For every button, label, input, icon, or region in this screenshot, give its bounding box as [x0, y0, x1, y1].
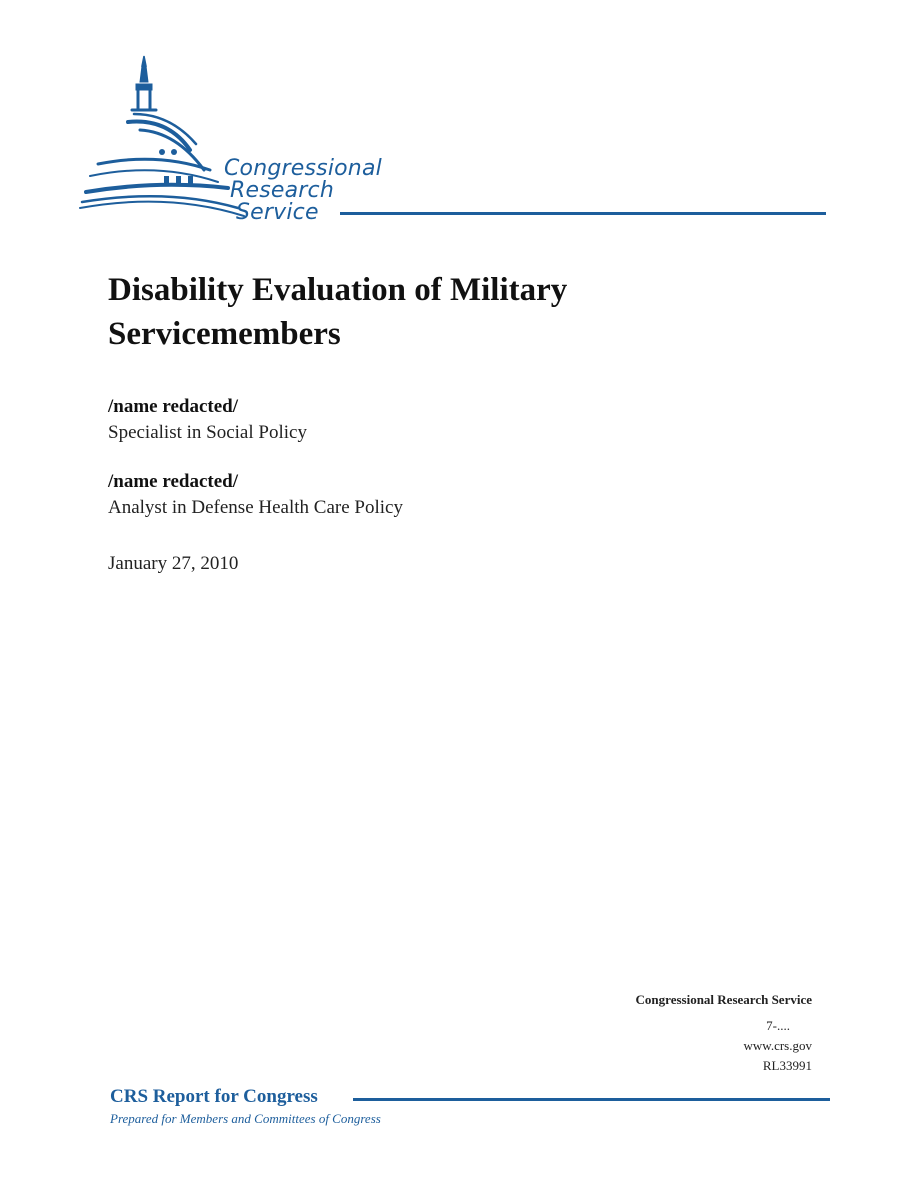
- crs-info-block: [636, 990, 812, 1076]
- document-title: [108, 268, 728, 356]
- crs-url[interactable]: www.crs.gov: [743, 1038, 812, 1053]
- crs-code: 7-....: [766, 1018, 790, 1033]
- title-line-1: Disability Evaluation of Military: [108, 272, 568, 308]
- author-2: [108, 469, 608, 521]
- logo-text-service: Service: [236, 200, 319, 225]
- publication-date: January 27, 2010: [108, 553, 239, 574]
- title-line-2: Servicemembers: [108, 316, 341, 352]
- crs-report-subtitle: Prepared for Members and Committees of Congress: [110, 1111, 381, 1126]
- crs-org-name: Congressional Research Service: [635, 992, 812, 1007]
- author-role: Analyst in Defense Health Care Policy: [108, 497, 403, 518]
- crs-report-label: CRS Report for Congress: [110, 1086, 318, 1107]
- author-name: /name redacted/: [108, 396, 238, 417]
- author-role: Specialist in Social Policy: [108, 422, 307, 443]
- logo-text-research: Research: [230, 178, 334, 203]
- author-1: [108, 394, 608, 446]
- footer-rule: [353, 1098, 830, 1101]
- capitol-dome-icon: [78, 52, 838, 232]
- logo-text-congressional: Congressional: [224, 156, 382, 181]
- report-number: RL33991: [762, 1058, 812, 1073]
- author-name: /name redacted/: [108, 471, 238, 492]
- crs-logo: [78, 52, 838, 232]
